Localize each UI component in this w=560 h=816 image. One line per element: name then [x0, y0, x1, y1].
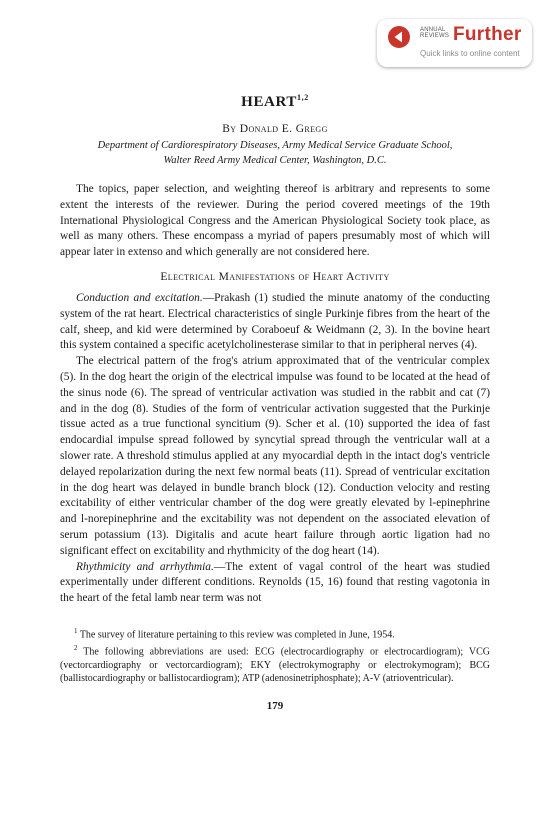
- paragraph-conduction: Conduction and excitation.—Prakash (1) studied the minute anatomy of the conducting system of the rat heart. Electrical characteristics of single Purkinje fibres from the heart of the calf, sheep, and kid were determined by Coraboeuf & Weidmann (2, 3). In the bovine heart this system contained a specific acetylcholinesterase similar to that in peripheral nerves (4).: [60, 291, 490, 352]
- footnote-1: $^1$ The survey of literature pertaining to this review was completed in June, 1954.: [74, 626, 395, 641]
- author-affiliation: Department of Cardiorespiratory Diseases, Army Medical Service Graduate School, Walter Reed Army Medical Center, Washington, D.C.: [97, 140, 453, 166]
- section-heading: Electrical Manifestations of Heart Activity: [160, 270, 390, 283]
- further-label: Further: [453, 24, 522, 45]
- runin-heading: Conduction and excitation.: [76, 291, 203, 304]
- footnote-2: $^2$ The following abbreviations are used: ECG (electrocardiography or electrocardiogram); VCG (vectorcardiography or vectorcardiogram); EKY (electrokymography or electrokymogram); BCG (ballistocardiography or ballistocardiogram); ATP (adenosinetriphosphate); A-V (atrioventricular).: [60, 643, 491, 685]
- further-tagline: Quick links to online content: [420, 49, 520, 58]
- article-page: [60, 94, 490, 712]
- annual-reviews-logo-text: ANNUAL REVIEWS: [420, 27, 450, 39]
- paragraph-rhythmicity: Rhythmicity and arrhythmia.—The extent of vagal control of the heart was studied experimentally under different conditions. Reynolds (15, 16) found that resting vagotonia in the heart of the fetal lamb near term was not: [60, 560, 490, 605]
- paragraph-electrical-pattern: The electrical pattern of the frog's atrium approximated that of the ventricular complex (5). In the dog heart the origin of the electrical impulse was found to be located at the head of the sinus node (6). The spread of ventricular activation was studied in the rabbit and cat (7) and in the dog (8). Studies of the form of ventricular activation suggested that the Purkinje tissue acted as a true functional syncitium (9). Scher et al. (10) supported the idea of fast endocardial impulse spread followed by syncytial spread through the ventricular wall at a slower rate. A threshold stimulus applied at any myocardial depth in the intact dog's ventricle delayed repolarization during the next few normal beats (11). Spread of ventricular excitation in the dog heart was delayed in bundle branch block (12). Conduction velocity and resting excitability of either ventricular chamber of the dog were greatly elevated by l-epinephrine and l-norepinephrine and the excitability was not dependent on the associated elevation of serum potassium (13). Digitalis and acute heart failure through aortic ligation had no significant effect on excitability and rhythmicity of the dog heart (14).: [60, 355, 490, 557]
- article-author: By Donald E. Gregg: [222, 123, 328, 135]
- runin-heading: Rhythmicity and arrhythmia.: [76, 560, 214, 573]
- page-number: 179: [266, 699, 284, 712]
- intro-paragraph: The topics, paper selection, and weighting thereof is arbitrary and represents to some extent the interests of the reviewer. During the period covered meetings of the 19th International Physiological Congress and the American Physiological Society took place, as well as many others. These encompass a myriad of papers presumably most of which will appear later in extenso and which generally are not considered here.: [60, 183, 490, 259]
- footnotes: [60, 625, 490, 686]
- article-title: HEART$^{1,2}$: [241, 93, 309, 110]
- title-footnote-marks: 1,2: [297, 93, 309, 102]
- back-arrow-icon: [387, 25, 411, 49]
- further-badge[interactable]: [377, 19, 532, 67]
